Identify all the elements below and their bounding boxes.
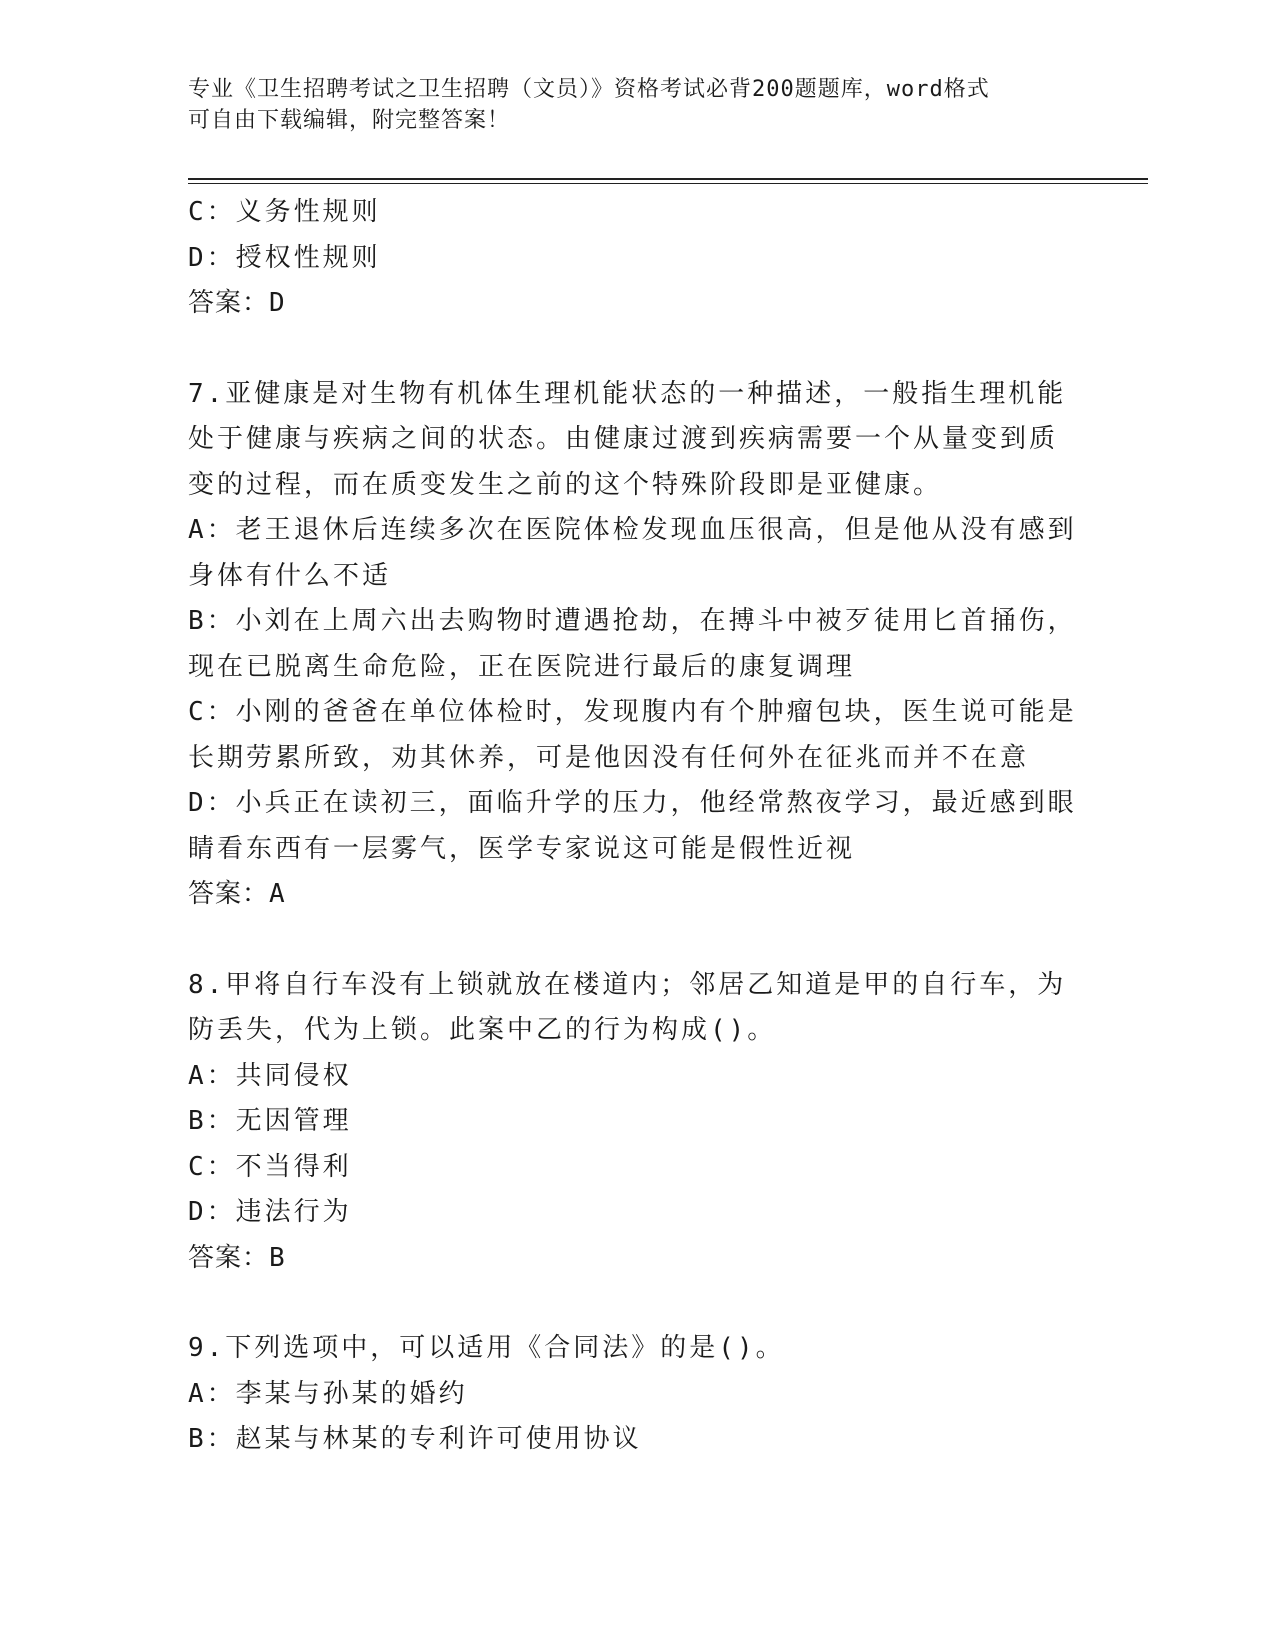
q8-option-b: B：无因管理 bbox=[188, 1106, 352, 1136]
q8-answer: 答案：B bbox=[188, 1242, 286, 1273]
document-header bbox=[188, 74, 1088, 136]
q7-option-b-line-1: B：小刘在上周六出去购物时遭遇抢劫，在搏斗中被歹徒用匕首捅伤， bbox=[188, 606, 1077, 636]
prev-option-d: D：授权性规则 bbox=[188, 242, 381, 273]
q7-option-a-line-2: 身体有什么不适 bbox=[188, 560, 392, 591]
prev-answer: 答案：D bbox=[188, 288, 286, 318]
question-content bbox=[188, 190, 1088, 1463]
header-line-2: 可自由下载编辑，附完整答案！ bbox=[188, 108, 511, 133]
q7-answer: 答案：A bbox=[188, 879, 286, 909]
q8-option-c: C：不当得利 bbox=[188, 1151, 352, 1182]
q7-option-c-line-2: 长期劳累所致，劝其休养，可是他因没有任何外在征兆而并不在意 bbox=[188, 742, 1030, 773]
prev-option-c: C：义务性规则 bbox=[188, 197, 381, 227]
spacer bbox=[188, 327, 1088, 372]
q7-option-b-line-2: 现在已脱离生命危险，正在医院进行最后的康复调理 bbox=[188, 651, 856, 682]
q9-option-b: B：赵某与林某的专利许可使用协议 bbox=[188, 1424, 642, 1454]
q9-stem: 9.下列选项中，可以适用《合同法》的是()。 bbox=[188, 1333, 785, 1363]
q7-option-d-line-2: 睛看东西有一层雾气，医学专家说这可能是假性近视 bbox=[188, 833, 856, 864]
q8-option-a: A：共同侵权 bbox=[188, 1060, 352, 1091]
q7-stem-line-1: 7.亚健康是对生物有机体生理机能状态的一种描述，一般指生理机能 bbox=[188, 378, 1067, 409]
q7-option-d-line-1: D：小兵正在读初三，面临升学的压力，他经常熬夜学习，最近感到眼 bbox=[188, 788, 1077, 818]
q9-option-a: A：李某与孙某的婚约 bbox=[188, 1378, 468, 1409]
q7-option-a-line-1: A：老王退休后连续多次在医院体检发现血压很高，但是他从没有感到 bbox=[188, 515, 1077, 545]
q7-stem-line-3: 变的过程，而在质变发生之前的这个特殊阶段即是亚健康。 bbox=[188, 469, 943, 500]
q8-option-d: D：违法行为 bbox=[188, 1197, 352, 1227]
spacer bbox=[188, 918, 1088, 963]
q8-stem-line-2: 防丢失，代为上锁。此案中乙的行为构成()。 bbox=[188, 1015, 777, 1045]
q7-stem-line-2: 处于健康与疾病之间的状态。由健康过渡到疾病需要一个从量变到质 bbox=[188, 424, 1059, 454]
q8-stem-line-1: 8.甲将自行车没有上锁就放在楼道内；邻居乙知道是甲的自行车，为 bbox=[188, 969, 1067, 1000]
q7-option-c-line-1: C：小刚的爸爸在单位体检时，发现腹内有个肿瘤包块，医生说可能是 bbox=[188, 697, 1077, 727]
header-rule-thick bbox=[188, 178, 1148, 180]
spacer bbox=[188, 1281, 1088, 1326]
header-line-1: 专业《卫生招聘考试之卫生招聘（文员）》资格考试必背200题题库，word格式 bbox=[188, 77, 990, 102]
header-rule-thin bbox=[188, 183, 1148, 184]
